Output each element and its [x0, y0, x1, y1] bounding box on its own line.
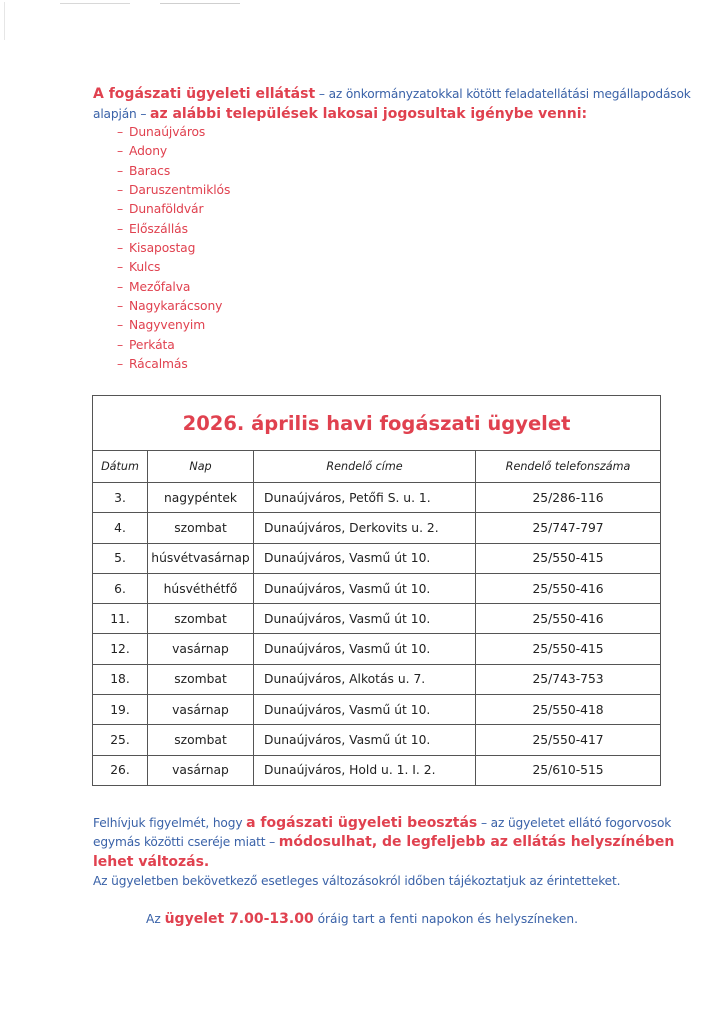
town-name: Nagykarácsony — [129, 299, 223, 314]
cell-phone: 25/550-415 — [476, 634, 661, 664]
town-item — [117, 220, 230, 239]
dash-bullet: – — [117, 357, 124, 372]
cell-address: Dunaújváros, Alkotás u. 7. — [254, 664, 476, 694]
town-item — [117, 239, 230, 258]
cell-day: szombat — [148, 664, 254, 694]
notice-part3: – az ügyeletet ellátó fogorvosok egymás közötti cseréje miatt – — [93, 816, 672, 850]
cell-date: 18. — [93, 664, 148, 694]
cell-date: 12. — [93, 634, 148, 664]
cell-date: 6. — [93, 573, 148, 603]
cell-day: nagypéntek — [148, 483, 254, 513]
scan-artifact — [160, 3, 240, 4]
town-name: Dunaújváros — [129, 125, 206, 139]
table-row — [93, 695, 661, 725]
cell-address: Dunaújváros, Derkovits u. 2. — [254, 513, 476, 543]
table-row — [93, 725, 661, 755]
header-address: Rendelő címe — [254, 451, 476, 483]
town-item — [117, 355, 230, 374]
dash-bullet: – — [117, 241, 124, 256]
cell-phone: 25/550-418 — [476, 695, 661, 725]
notice-paragraph — [93, 814, 693, 892]
intro-middle: az önkormányzatokkal kötött feladatellátási megállapodások alapján — [93, 87, 691, 121]
town-name: Adony — [129, 144, 168, 159]
town-name: Perkáta — [129, 337, 175, 352]
hours-line — [0, 911, 724, 927]
cell-date: 3. — [93, 483, 148, 513]
header-day: Nap — [148, 451, 254, 483]
cell-address: Dunaújváros, Vasmű út 10. — [254, 695, 476, 725]
notice-part2: a fogászati ügyeleti beosztás — [246, 815, 478, 831]
scan-artifact — [60, 3, 130, 4]
dash-bullet: – — [117, 221, 124, 236]
cell-day: húsvéthétfő — [148, 573, 254, 603]
dash-bullet: – — [117, 337, 124, 352]
cell-date: 11. — [93, 604, 148, 634]
dash-bullet: – — [117, 125, 124, 139]
cell-address: Dunaújváros, Hold u. 1. I. 2. — [254, 755, 476, 785]
cell-date: 4. — [93, 513, 148, 543]
town-name: Mezőfalva — [129, 279, 191, 294]
town-item — [117, 316, 230, 335]
hours-pre: Az — [145, 912, 165, 926]
cell-address: Dunaújváros, Petőfi S. u. 1. — [254, 483, 476, 513]
dash-bullet: – — [117, 202, 124, 217]
scan-artifact — [4, 2, 5, 40]
dash-bullet: – — [117, 163, 124, 178]
town-name: Kulcs — [129, 260, 161, 275]
town-item — [117, 181, 230, 200]
table-row — [93, 573, 661, 603]
town-item — [117, 200, 230, 219]
town-item — [117, 297, 230, 316]
cell-date: 19. — [93, 695, 148, 725]
table-row — [93, 483, 661, 513]
cell-phone: 25/550-417 — [476, 725, 661, 755]
cell-phone: 25/747-797 — [476, 513, 661, 543]
header-phone: Rendelő telefonszáma — [476, 451, 661, 483]
table-row — [93, 513, 661, 543]
town-item — [117, 123, 230, 142]
table-row — [93, 543, 661, 573]
cell-date: 26. — [93, 755, 148, 785]
cell-phone: 25/286-116 — [476, 483, 661, 513]
town-item — [117, 142, 230, 161]
town-name: Baracs — [129, 163, 171, 178]
hours-bold: ügyelet 7.00-13.00 — [164, 911, 314, 927]
intro-paragraph — [93, 84, 693, 124]
table-row — [93, 604, 661, 634]
cell-phone: 25/550-416 — [476, 573, 661, 603]
header-date: Dátum — [93, 451, 148, 483]
notice-line2: Az ügyeletben bekövetkező esetleges változásokról időben tájékoztatjuk az érintetteket. — [93, 874, 621, 889]
cell-phone: 25/550-415 — [476, 543, 661, 573]
town-name: Rácalmás — [129, 357, 188, 372]
cell-address: Dunaújváros, Vasmű út 10. — [254, 634, 476, 664]
cell-day: szombat — [148, 725, 254, 755]
cell-day: vasárnap — [148, 634, 254, 664]
schedule-title: 2026. április havi fogászati ügyelet — [93, 396, 661, 451]
table-row — [93, 755, 661, 785]
town-name: Nagyvenyim — [129, 318, 206, 333]
town-item — [117, 336, 230, 355]
town-name: Daruszentmiklós — [129, 183, 231, 198]
cell-date: 25. — [93, 725, 148, 755]
table-header-row — [93, 451, 661, 483]
town-name: Kisapostag — [129, 241, 196, 256]
town-name: Előszállás — [129, 221, 188, 236]
dash-bullet: – — [117, 183, 124, 198]
dash-bullet: – — [117, 260, 124, 275]
table-row — [93, 634, 661, 664]
cell-day: szombat — [148, 604, 254, 634]
intro-lead: A fogászati ügyeleti ellátást — [93, 86, 316, 102]
cell-day: húsvétvasárnap — [148, 543, 254, 573]
schedule-table — [92, 395, 661, 786]
cell-address: Dunaújváros, Vasmű út 10. — [254, 543, 476, 573]
cell-address: Dunaújváros, Vasmű út 10. — [254, 725, 476, 755]
town-name: Dunaföldvár — [129, 202, 204, 217]
town-item — [117, 258, 230, 277]
cell-day: vasárnap — [148, 755, 254, 785]
dash-bullet: – — [117, 279, 124, 294]
cell-phone: 25/610-515 — [476, 755, 661, 785]
dash-bullet: – — [117, 144, 124, 159]
cell-address: Dunaújváros, Vasmű út 10. — [254, 604, 476, 634]
town-item — [117, 162, 230, 181]
cell-date: 5. — [93, 543, 148, 573]
intro-sep: – — [315, 87, 329, 101]
dash-bullet: – — [117, 299, 124, 314]
dash-bullet: – — [117, 318, 124, 333]
cell-day: vasárnap — [148, 695, 254, 725]
intro-sep: – — [136, 107, 150, 121]
hours-post: óráig tart a fenti napokon és helyszíneken. — [313, 912, 578, 926]
table-row — [93, 664, 661, 694]
cell-day: szombat — [148, 513, 254, 543]
notice-part4: módosulhat, de legfeljebb az ellátás helyszínében lehet változás. — [93, 834, 675, 870]
cell-phone: 25/550-416 — [476, 604, 661, 634]
town-item — [117, 278, 230, 297]
notice-part1: Felhívjuk figyelmét, hogy — [93, 816, 247, 830]
cell-address: Dunaújváros, Vasmű út 10. — [254, 573, 476, 603]
town-list — [117, 123, 230, 374]
cell-phone: 25/743-753 — [476, 664, 661, 694]
intro-tail: az alábbi települések lakosai jogosultak igénybe venni: — [150, 106, 588, 122]
